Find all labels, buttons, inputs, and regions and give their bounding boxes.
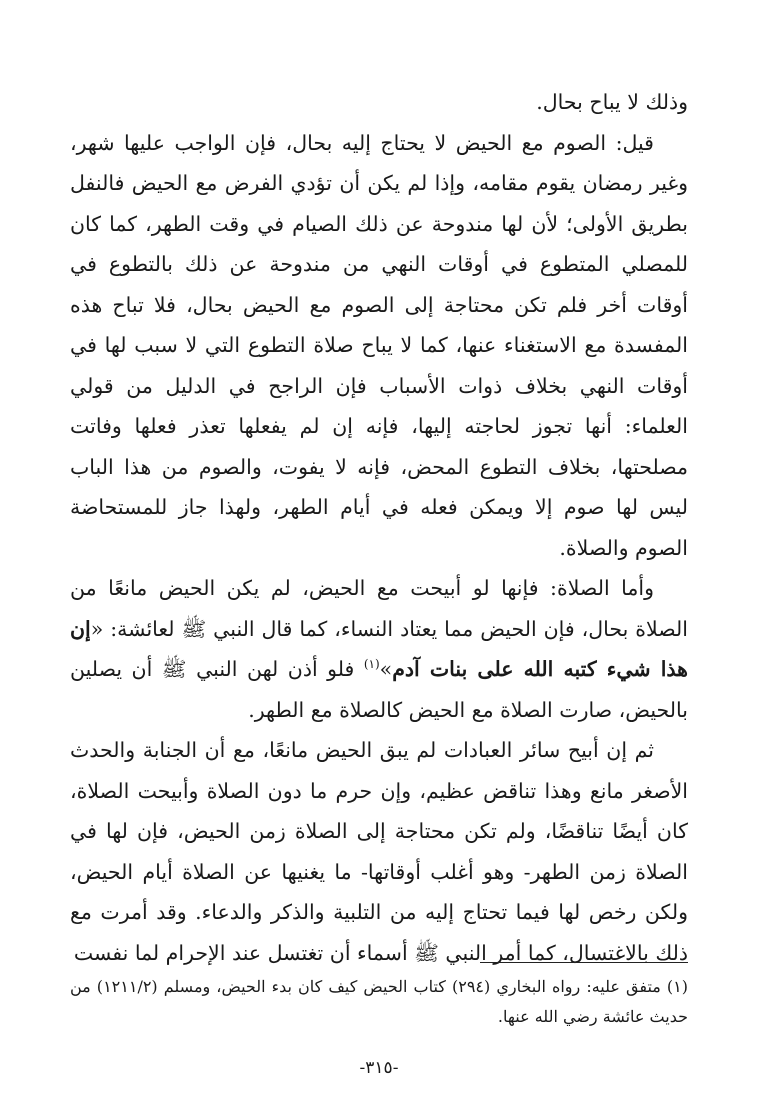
paragraph-fasting-argument: قيل: الصوم مع الحيض لا يحتاج إليه بحال، فإن الواجب عليها شهر، وغير رمضان يقوم مقامه، وإذا لم يكن أن تؤدي الفرض مع الحيض فالنفل بطريق الأولى؛ لأن لها مندوحة عن ذلك الصيام في وقت الطهر، كما كان للمصلي المتطوع في أوقات النهي من مندوحة عن ذلك بالتطوع في أوقات أخر فلم تكن محتاجة إلى الصوم مع الحيض بحال، فلا تباح هذه المفسدة مع الاستغناء عنها، كما لا يباح صلاة التطوع التي لا سبب لها في أوقات النهي بخلاف ذوات الأسباب فإن الراجح في الدليل من قولي العلماء: أنها تجوز لحاجته إليها، فإنه إن لم يفعلها تعذر فعلها وفاتت مصلحتها، بخلاف التطوع المحض، فإنه لا يفوت، والصوم من هذا الباب ليس لها صوم إلا ويمكن فعله في أيام الطهر، ولهذا جاز للمستحاضة الصوم والصلاة. [70, 130, 688, 560]
footnote-reference[interactable]: (١) [363, 657, 380, 672]
page-number: -٣١٥- [359, 1058, 399, 1078]
paragraph-prayer-argument [70, 568, 688, 730]
hadith-close-mark: » [379, 657, 393, 681]
prayer-text-after-hadith: فلو أذن لهن النبي ﷺ أن يصلين بالحيض، صارت الصلاة مع الحيض كالصلاة مع الطهر. [70, 657, 688, 722]
hadith-quote: إن هذا شيء كتبه الله على بنات آدم [70, 616, 688, 681]
footnote-1: (١) متفق عليه: رواه البخاري (٢٩٤) كتاب الحيض كيف كان بدء الحيض، ومسلم (١٢١١/٢) من حديث عائشة رضي الله عنها. [70, 977, 689, 1026]
footnotes [70, 972, 688, 1032]
footnote-divider [480, 962, 688, 963]
paragraph-continuation: وذلك لا يباح بحال. [536, 90, 688, 114]
paragraph-other-worship: ثم إن أبيح سائر العبادات لم يبق الحيض مانعًا، مع أن الجنابة والحدث الأصغر مانع وهذا تناقض عظيم، وإن حرم ما دون الصلاة وأبيحت الصلاة، كان أيضًا تناقضًا، ولم تكن محتاجة إلى الصلاة زمن الحيض، فإن لها في الصلاة زمن الطهر- وهو أغلب أوقاتها- ما يغنيها عن الصلاة أيام الحيض، ولكن رخص لها فيما تحتاج إليه من التلبية والذكر والدعاء. وقد أمرت مع ذلك بالاغتسال، كما أمر النبي ﷺ أسماء أن تغتسل عند الإحرام لما نفست [70, 738, 688, 965]
main-text [70, 82, 688, 973]
prayer-text-before-hadith: وأما الصلاة: فإنها لو أبيحت مع الحيض، لم يكن الحيض مانعًا من الصلاة بحال، فإن الحيض مما يعتاد النساء، كما قال النبي ﷺ لعائشة: « [70, 576, 688, 641]
